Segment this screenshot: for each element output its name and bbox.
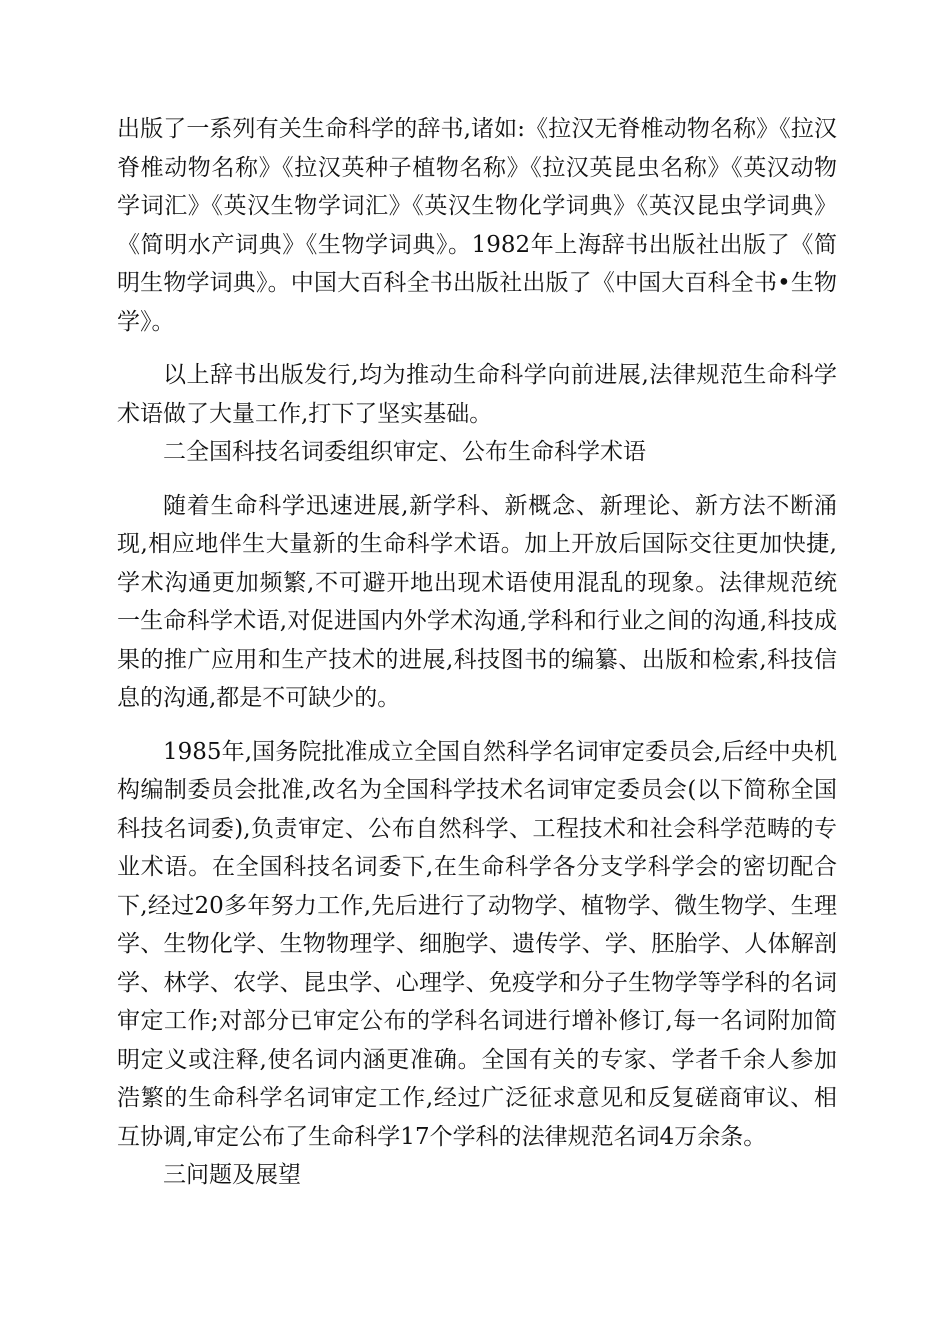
paragraph-committee-history: 1985年,国务院批准成立全国自然科学名词审定委员会,后经中央机构编制委员会批准,改名为全国科学技术名词审定委员会(以下简称全国科技名词委),负责审定、公布自然科学、工程技术和社会科学范畴的专业术语。在全国科技名词委下,在生命科学各分支学科学会的密切配合下,经过20多年努力工作,先后进行了动物学、植物学、微生物学、生理学、生物化学、生物物理学、细胞学、遗传学、学、胚胎学、人体解剖学、林学、农学、昆虫学、心理学、免疫学和分子生物学等学科的名词审定工作;对部分已审定公布的学科名词进行增补修订,每一名词附加简明定义或注释,使名词内涵更准确。全国有关的专家、学者千余人参加浩繁的生命科学名词审定工作,经过广泛征求意见和反复磋商审议、相互协调,审定公布了生命科学17个学科的法律规范名词4万余条。 [117,738,837,1150]
document-body [117,110,837,1195]
paragraph-terminology-need: 随着生命科学迅速进展,新学科、新概念、新理论、新方法不断涌现,相应地伴生大量新的生命科学术语。加上开放后国际交往更加快捷,学术沟通更加频繁,不可避开地出现术语使用混乱的现象。法律规范统一生命科学术语,对促进国内外学术沟通,学科和行业之间的沟通,科技成果的推广应用和生产技术的进展,科技图书的编纂、出版和检索,科技信息的沟通,都是不可缺少的。 [117,492,837,711]
section-heading-three: 三问题及展望 [163,1162,301,1188]
paragraph-foundation: 以上辞书出版发行,均为推动生命科学向前进展,法律规范生命科学术语做了大量工作,打下了坚实基础。 [117,362,837,427]
section-heading-two: 二全国科技名词委组织审定、公布生命科学术语 [163,439,646,465]
paragraph-dictionaries: 出版了一系列有关生命科学的辞书,诸如:《拉汉无脊椎动物名称》《拉汉脊椎动物名称》《拉汉英种子植物名称》《拉汉英昆虫名称》《英汉动物学词汇》《英汉生物学词汇》《英汉生物化学词典》《英汉昆虫学词典》《简明水产词典》《生物学词典》。1982年上海辞书出版社出版了《简明生物学词典》。中国大百科全书出版社出版了《中国大百科全书•生物学》。 [117,116,837,335]
